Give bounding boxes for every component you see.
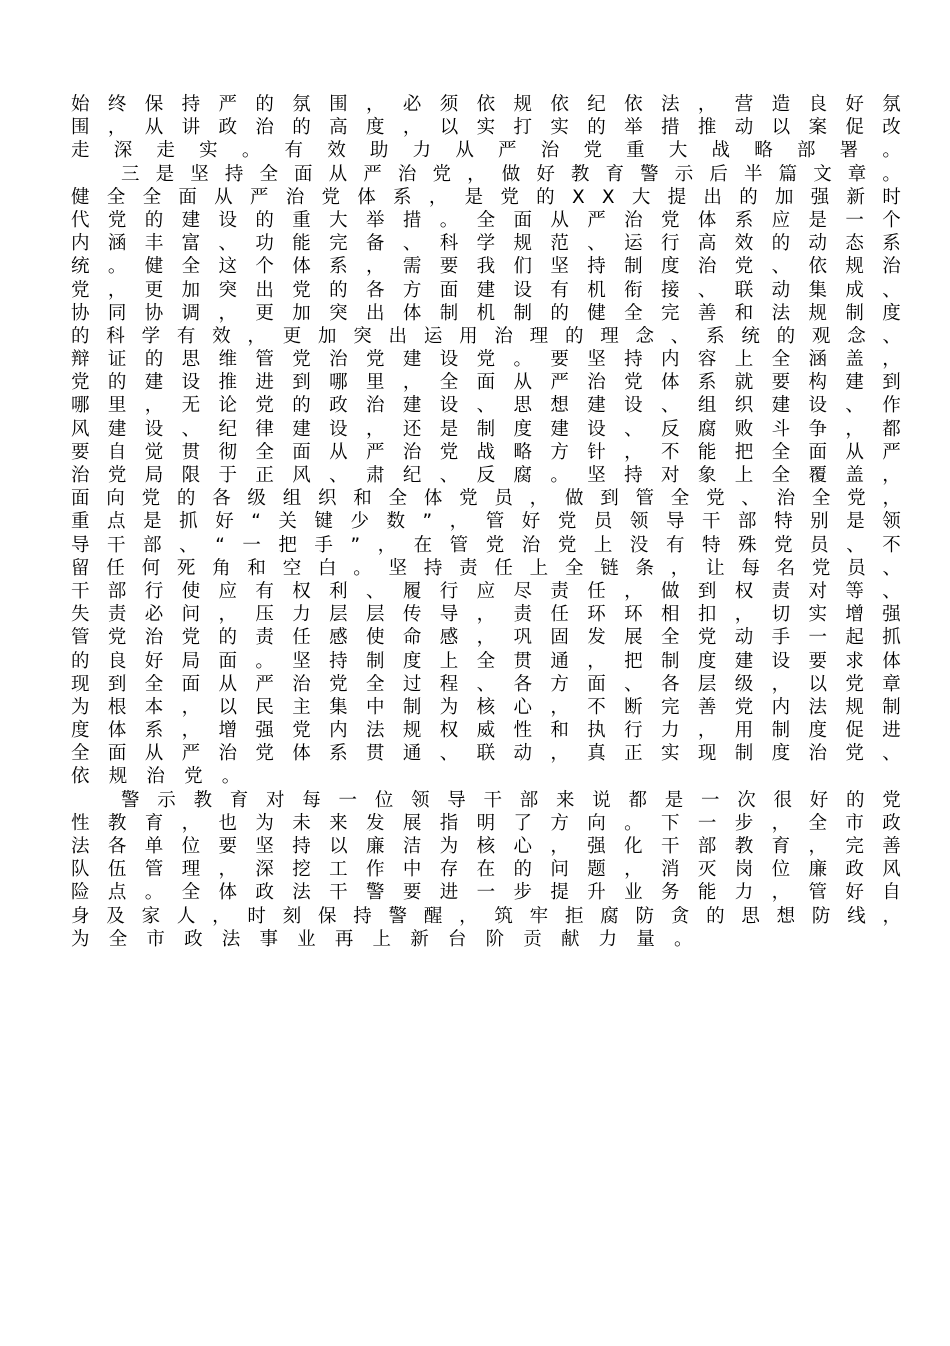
text-line: 全 面 从 严 治 党 体 系 贯 通 、 联 动 ， 真 正 实 现 制 度 治 党 、: [71, 743, 901, 765]
text-line: 现 到 全 面 从 严 治 党 全 过 程 、 各 方 面 、 各 层 级 ， 以 党 章: [71, 673, 901, 695]
text-line: 代 党 的 建 设 的 重 大 举 措 。 全 面 从 严 治 党 体 系 应 是 一 个: [71, 209, 901, 231]
text-line: 导 干 部 、 “ 一 把 手 ” ， 在 管 党 治 党 上 没 有 特 殊 党 员 、 不: [71, 534, 901, 556]
text-line: 干 部 行 使 应 有 权 利 、 履 行 应 尽 责 任 ， 做 到 权 责 对 等 、: [71, 580, 901, 602]
text-line: 失 责 必 问 ， 压 力 层 层 传 导 ， 责 任 环 环 相 扣 ， 切 实 增 强: [71, 604, 901, 626]
text-line: 协 同 协 调 ， 更 加 突 出 体 制 机 制 的 健 全 完 善 和 法 规 制 度: [71, 302, 901, 324]
text-line: 面 向 党 的 各 级 组 织 和 全 体 党 员 ， 做 到 管 全 党 、 治 全 党 ，: [71, 488, 901, 510]
text-line: 依 规 治 党 。: [71, 766, 241, 788]
text-line: 统 。 健 全 这 个 体 系 ， 需 要 我 们 坚 持 制 度 治 党 、 依 规 治: [71, 256, 901, 278]
text-line: 的 良 好 局 面 。 坚 持 制 度 上 全 贯 通 ， 把 制 度 建 设 要 求 体: [71, 650, 901, 672]
text-line: 始 终 保 持 严 的 氛 围 ， 必 须 依 规 依 纪 依 法 ， 营 造 良 好 氛: [71, 94, 901, 115]
text-line: 身 及 家 人 ， 时 刻 保 持 警 醒 ， 筑 牢 拒 腐 防 贪 的 思 想 防 线 ，: [71, 905, 901, 927]
text-line: 度 体 系 ， 增 强 党 内 法 规 权 威 性 和 执 行 力 ， 用 制 度 促 进: [71, 720, 901, 742]
text-line: 风 建 设 、 纪 律 建 设 ， 还 是 制 度 建 设 、 反 腐 败 斗 争 ， 都: [71, 418, 901, 440]
text-line: 要 自 觉 贯 彻 全 面 从 严 治 党 战 略 方 针 ， 不 能 把 全 面 从 严: [71, 441, 901, 463]
document-body-text: [71, 93, 901, 951]
text-line: 哪 里 ， 无 论 党 的 政 治 建 设 、 思 想 建 设 、 组 织 建 设 、 作: [71, 395, 901, 417]
text-line: 留 任 何 死 角 和 空 白 。 坚 持 责 任 上 全 链 条 ， 让 每 名 党 员 、: [71, 557, 901, 579]
text-line: 队 伍 管 理 ， 深 挖 工 作 中 存 在 的 问 题 ， 消 灭 岗 位 廉 政 风: [71, 859, 901, 881]
text-line: 党 的 建 设 推 进 到 哪 里 ， 全 面 从 严 治 党 体 系 就 要 构 建 到: [71, 372, 901, 394]
text-line: 管 党 治 党 的 责 任 感 使 命 感 ， 巩 固 发 展 全 党 动 手 一 起 抓: [71, 627, 901, 649]
text-line: 性 教 育 ， 也 为 未 来 发 展 指 明 了 方 向 。 下 一 步 ， 全 市 政: [71, 812, 901, 834]
text-line: 法 各 单 位 要 坚 持 以 廉 洁 为 核 心 ， 强 化 干 部 教 育 ， 完 善: [71, 836, 901, 857]
text-line: 健 全 全 面 从 严 治 党 体 系 ， 是 党 的 X X 大 提 出 的 加 强 新 时: [71, 186, 901, 208]
text-line: 党 ， 更 加 突 出 党 的 各 方 面 建 设 有 机 衔 接 、 联 动 集 成 、: [71, 279, 901, 301]
text-line: 为 根 本 ， 以 民 主 集 中 制 为 核 心 ， 不 断 完 善 党 内 法 规 制: [71, 696, 901, 718]
text-line: 险 点 。 全 体 政 法 干 警 要 进 一 步 提 升 业 务 能 力 ， 管 好 自: [71, 882, 901, 904]
text-line: 重 点 是 抓 好 “ 关 键 少 数 ” ， 管 好 党 员 领 导 干 部 特 别 是 领: [71, 511, 901, 533]
text-line: 走 深 走 实 。 有 效 助 力 从 严 治 党 重 大 战 略 部 署 。: [71, 140, 901, 162]
text-line: 三 是 坚 持 全 面 从 严 治 党 ， 做 好 教 育 警 示 后 半 篇 文 章 。: [121, 163, 901, 185]
text-line: 围 ， 从 讲 政 治 的 高 度 ， 以 实 打 实 的 举 措 推 动 以 案 促 改: [71, 117, 901, 139]
text-line: 辩 证 的 思 维 管 党 治 党 建 设 党 。 要 坚 持 内 容 上 全 涵 盖 ，: [71, 349, 901, 371]
text-line: 的 科 学 有 效 ， 更 加 突 出 运 用 治 理 的 理 念 、 系 统 的 观 念 、: [71, 325, 901, 347]
text-line: 为 全 市 政 法 事 业 再 上 新 台 阶 贡 献 力 量 。: [71, 928, 693, 950]
text-line: 治 党 局 限 于 正 风 、 肃 纪 、 反 腐 。 坚 持 对 象 上 全 覆 盖 ，: [71, 465, 901, 486]
text-line: 内 涵 丰 富 、 功 能 完 备 、 科 学 规 范 、 运 行 高 效 的 动 态 系: [71, 233, 901, 255]
text-line: 警 示 教 育 对 每 一 位 领 导 干 部 来 说 都 是 一 次 很 好 的 党: [121, 789, 901, 811]
